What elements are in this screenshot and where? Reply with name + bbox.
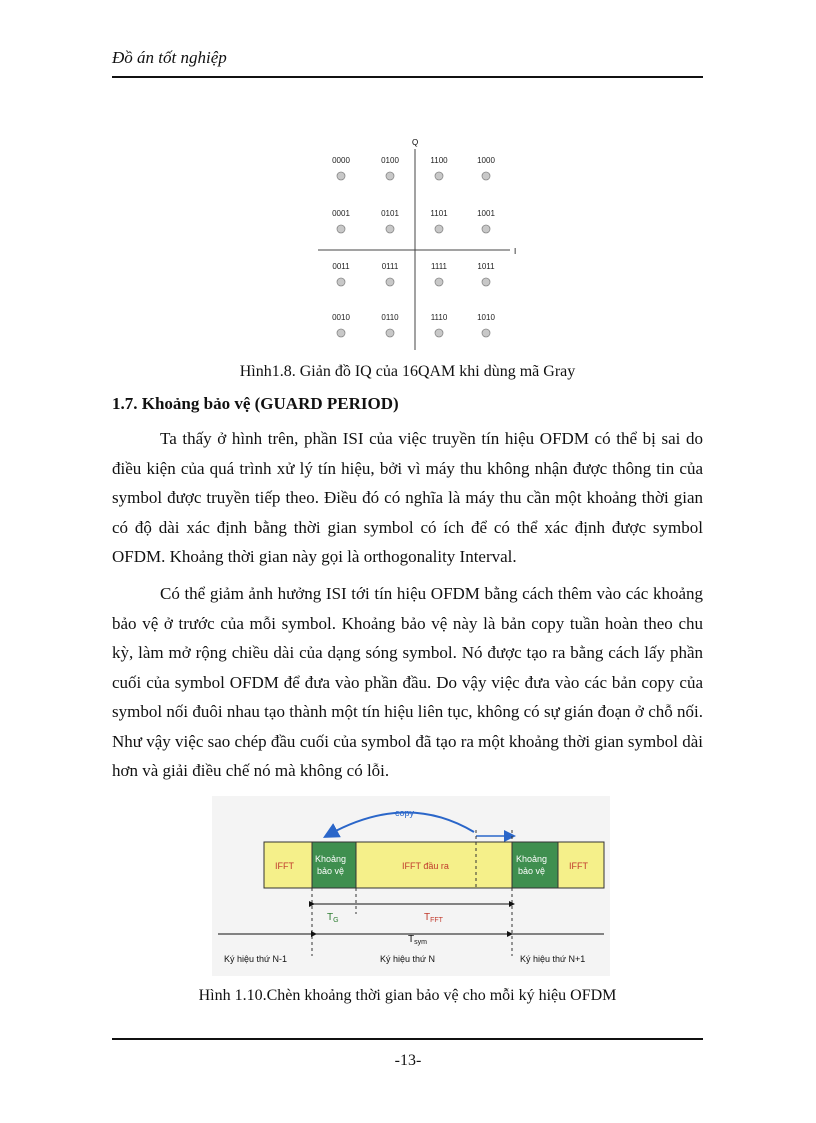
- tfft-label: $T_{FFT}$: [424, 912, 443, 924]
- constellation-point: [435, 329, 443, 337]
- iq-constellation-diagram: [300, 135, 530, 357]
- constellation-point-label: 0100: [381, 156, 399, 165]
- guard-left-label-line2: bảo vệ: [317, 866, 345, 876]
- constellation-point: [337, 329, 345, 337]
- guard-left-block: [312, 842, 356, 888]
- constellation-point: [435, 278, 443, 286]
- constellation-point-label: 0010: [332, 313, 350, 322]
- constellation-point: [435, 225, 443, 233]
- constellation-points: [332, 156, 495, 337]
- guard-interval-diagram: [212, 796, 610, 976]
- constellation-point: [482, 278, 490, 286]
- constellation-point: [337, 225, 345, 233]
- guard-right-block: [512, 842, 558, 888]
- ifft-output-label: IFFT đầu ra: [402, 861, 449, 871]
- section-heading: 1.7. Khoảng bảo vệ (GUARD PERIOD): [112, 394, 399, 413]
- constellation-point-label: 1001: [477, 209, 495, 218]
- constellation-point-label: 1000: [477, 156, 495, 165]
- constellation-point-label: 1011: [477, 262, 495, 271]
- page-number: -13-: [394, 1052, 422, 1069]
- constellation-point-label: 0110: [381, 313, 399, 322]
- constellation-point-label: 1110: [430, 313, 448, 322]
- constellation-point-label: 0101: [381, 209, 399, 218]
- paragraph-1: Ta thấy ở hình trên, phần ISI của việc truyền tín hiệu OFDM có thể bị sai do điều kiện của quá trình xử lý tín hiệu, bởi vì máy thu không nhận được thông tin của symbol được truyền tiếp theo. Điều đó có nghĩa là máy thu cần một khoảng thời gian có độ dài xác định bằng thời gian symbol có ích để có thể xác định được symbol OFDM. Khoảng thời gian này gọi là orthogonality Interval.: [112, 429, 703, 566]
- figure-1-10-caption: Hình 1.10.Chèn khoảng thời gian bảo vệ cho mỗi ký hiệu OFDM: [198, 987, 617, 1004]
- figure-1-8-caption: Hình1.8. Giản đồ IQ của 16QAM khi dùng mã Gray: [239, 363, 576, 380]
- constellation-point: [386, 278, 394, 286]
- constellation-point-label: 0111: [381, 262, 399, 271]
- constellation-point: [337, 278, 345, 286]
- constellation-point: [482, 225, 490, 233]
- guard-left-label-line1: Khoảng: [315, 854, 347, 864]
- symbol-curr-label: Ký hiệu thứ N: [380, 954, 436, 964]
- q-axis-label: Q: [412, 138, 419, 147]
- constellation-point-label: 1111: [430, 262, 448, 271]
- footer-rule: [112, 1038, 703, 1040]
- ifft-right-label: IFFT: [569, 861, 588, 871]
- symbol-next-label: Ký hiệu thứ N+1: [520, 954, 586, 964]
- copy-label: copy: [395, 808, 415, 818]
- document-header: Đồ án tốt nghiệp: [112, 48, 227, 67]
- paragraph-2: Có thể giảm ảnh hưởng ISI tới tín hiệu OFDM bằng cách thêm vào các khoảng bảo vệ ở trước của mỗi symbol. Khoảng bảo vệ này là bản copy tuần hoàn theo chu kỳ, làm mở rộng chiều dài của dạng sóng symbol. Nó được tạo ra bằng cách lấy phần cuối của symbol OFDM để đưa vào phần đầu. Do vậy việc đưa vào các bản copy của symbol nối đuôi nhau tạo thành một tín hiệu liên tục, không có sự gián đoạn ở chỗ nối. Như vậy việc sao chép đầu cuối của symbol đã tạo ra một khoảng thời gian symbol dài hơn và giải điều chế nó mà không có lỗi.: [112, 584, 703, 780]
- constellation-point-label: 0000: [332, 156, 350, 165]
- constellation-point: [337, 172, 345, 180]
- guard-right-label-line1: Khoảng: [516, 854, 548, 864]
- constellation-point-label: 1100: [430, 156, 448, 165]
- constellation-point-label: 0011: [332, 262, 350, 271]
- tg-label: $T_G$: [327, 912, 339, 924]
- constellation-point: [435, 172, 443, 180]
- constellation-point-label: 1010: [477, 313, 495, 322]
- header-rule: [112, 76, 703, 78]
- constellation-point: [482, 172, 490, 180]
- constellation-point: [482, 329, 490, 337]
- constellation-point-label: 1101: [430, 209, 448, 218]
- ifft-left-label: IFFT: [275, 861, 294, 871]
- symbol-prev-label: Ký hiệu thứ N-1: [224, 954, 288, 964]
- i-axis-label: I: [514, 247, 517, 256]
- constellation-point: [386, 225, 394, 233]
- guard-right-label-line2: bảo vệ: [518, 866, 546, 876]
- constellation-point: [386, 172, 394, 180]
- constellation-point: [386, 329, 394, 337]
- tsym-label: $T_{sym}$: [408, 934, 427, 946]
- constellation-point-label: 0001: [332, 209, 350, 218]
